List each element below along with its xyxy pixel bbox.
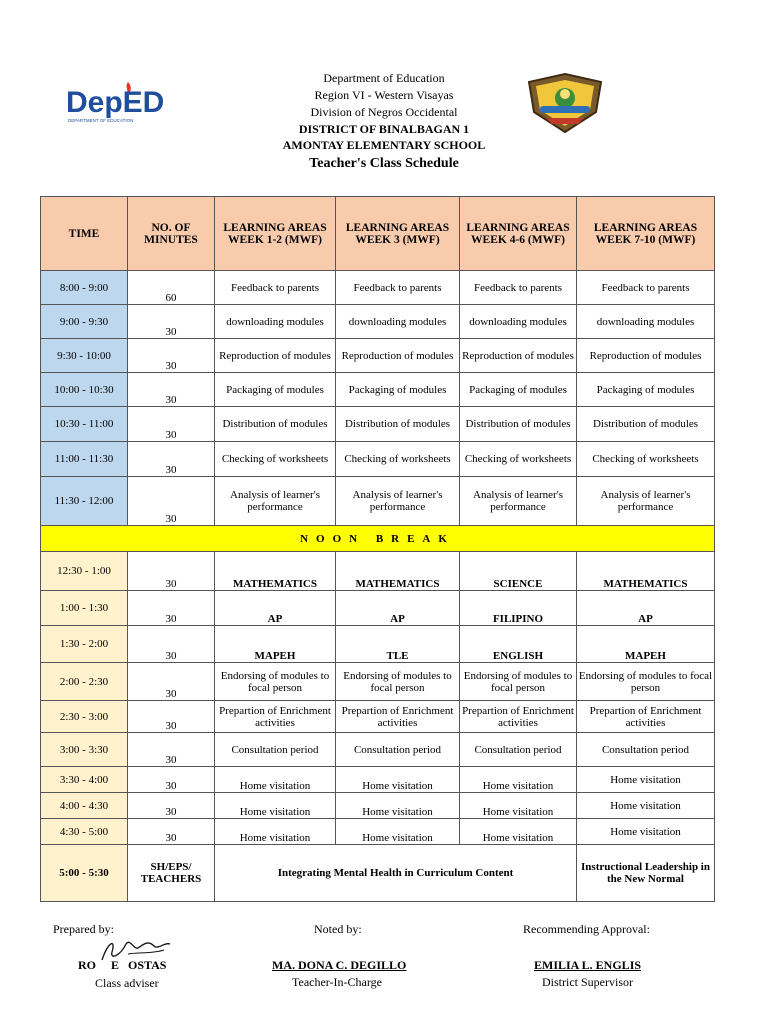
activity-cell: Prepartion of Enrichment activities [577,701,715,733]
subject-cell: FILIPINO [460,591,577,626]
activity-cell: Distribution of modules [577,407,715,442]
activity-cell: Home visitation [336,819,460,845]
activity-cell: downloading modules [336,305,460,339]
prepared-by-name: RO E OSTAS [78,958,167,972]
subject-cell: MAPEH [577,626,715,663]
table-row [41,271,715,305]
activity-cell: Feedback to parents [577,271,715,305]
table-row [41,819,715,845]
activity-cell: Feedback to parents [460,271,577,305]
activity-cell: Endorsing of modules to focal person [336,663,460,701]
activity-cell: downloading modules [215,305,336,339]
activity-cell: Consultation period [215,733,336,767]
time-cell: 10:00 - 10:30 [41,373,128,407]
col-header-week-3: LEARNING AREAS WEEK 3 (MWF) [336,197,460,271]
subject-cell: MAPEH [215,626,336,663]
table-row [41,663,715,701]
activity-cell: Home visitation [215,767,336,793]
activity-cell: Packaging of modules [336,373,460,407]
recommending-approval-label: Recommending Approval: [523,922,650,936]
minutes-cell: 30 [128,477,215,526]
minutes-cell: 30 [128,701,215,733]
activity-cell: Home visitation [215,819,336,845]
activity-cell: Consultation period [336,733,460,767]
activity-cell: Instructional Leadership in the New Normal [577,845,715,902]
table-row [41,701,715,733]
table-row [41,442,715,477]
schedule-table [40,196,715,902]
activity-cell: Packaging of modules [577,373,715,407]
table-row [41,305,715,339]
noted-by-role: Teacher-In-Charge [292,975,382,989]
table-row [41,373,715,407]
minutes-cell: 30 [128,373,215,407]
table-row-last [41,845,715,902]
time-cell: 5:00 - 5:30 [41,845,128,902]
region-line: Region VI - Western Visayas [314,88,454,102]
activity-cell: Prepartion of Enrichment activities [460,701,577,733]
activity-cell: Reproduction of modules [215,339,336,373]
subject-cell: MATHEMATICS [336,552,460,591]
table-row [41,767,715,793]
activity-cell: Home visitation [336,767,460,793]
col-header-minutes: NO. OF MINUTES [128,197,215,271]
recommending-approval-role: District Supervisor [542,975,633,989]
activity-cell: Home visitation [460,819,577,845]
recommending-approval-name: EMILIA L. ENGLIS [534,958,642,972]
subject-cell: MATHEMATICS [215,552,336,591]
subject-cell: MATHEMATICS [577,552,715,591]
prepared-by-role: Class adviser [95,976,159,990]
activity-cell: Consultation period [577,733,715,767]
activity-cell: Home visitation [460,767,577,793]
division-line: Division of Negros Occidental [310,105,458,119]
table-row [41,626,715,663]
deped-subtext: DEPARTMENT OF EDUCATION [68,118,134,123]
activity-cell: Reproduction of modules [577,339,715,373]
activity-cell: Consultation period [460,733,577,767]
activity-cell: Reproduction of modules [336,339,460,373]
activity-cell: Home visitation [215,793,336,819]
noon-break-row [41,526,715,552]
time-cell: 3:30 - 4:00 [41,767,128,793]
activity-cell: Distribution of modules [215,407,336,442]
col-header-time: TIME [41,197,128,271]
activity-cell: Packaging of modules [215,373,336,407]
activity-cell: downloading modules [460,305,577,339]
activity-cell: Analysis of learner's performance [460,477,577,526]
time-cell: 1:30 - 2:00 [41,626,128,663]
minutes-cell: 30 [128,626,215,663]
time-cell: 11:30 - 12:00 [41,477,128,526]
time-cell: 9:30 - 10:00 [41,339,128,373]
minutes-cell: 30 [128,407,215,442]
activity-cell: Reproduction of modules [460,339,577,373]
activity-cell: Checking of worksheets [577,442,715,477]
subject-cell: SCIENCE [460,552,577,591]
activity-cell: Feedback to parents [336,271,460,305]
subject-cell: AP [215,591,336,626]
minutes-cell: 30 [128,552,215,591]
minutes-cell: 30 [128,442,215,477]
activity-cell: Feedback to parents [215,271,336,305]
activity-cell: Packaging of modules [460,373,577,407]
activity-cell: Analysis of learner's performance [577,477,715,526]
activity-cell: Home visitation [577,767,715,793]
activity-cell: Endorsing of modules to focal person [460,663,577,701]
table-row [41,339,715,373]
minutes-cell: 30 [128,733,215,767]
minutes-cell: 30 [128,819,215,845]
document-header [0,70,768,175]
table-row [41,793,715,819]
activity-cell: Distribution of modules [460,407,577,442]
col-header-week-7-10: LEARNING AREAS WEEK 7-10 (MWF) [577,197,715,271]
time-cell: 4:30 - 5:00 [41,819,128,845]
time-cell: 10:30 - 11:00 [41,407,128,442]
table-row [41,591,715,626]
time-cell: 4:00 - 4:30 [41,793,128,819]
activity-cell: downloading modules [577,305,715,339]
table-row [41,407,715,442]
time-cell: 8:00 - 9:00 [41,271,128,305]
minutes-cell: 30 [128,663,215,701]
activity-cell: Distribution of modules [336,407,460,442]
activity-cell: Prepartion of Enrichment activities [215,701,336,733]
prepared-by-label: Prepared by: [53,922,114,936]
minutes-cell: SH/EPS/ TEACHERS [128,845,215,902]
subject-cell: ENGLISH [460,626,577,663]
activity-cell: Analysis of learner's performance [215,477,336,526]
school-line: AMONTAY ELEMENTARY SCHOOL [282,138,486,152]
district-line: DISTRICT OF BINALBAGAN 1 [298,122,470,136]
deped-wordmark: DepED [66,86,165,119]
activity-cell: Prepartion of Enrichment activities [336,701,460,733]
activity-cell: Analysis of learner's performance [336,477,460,526]
table-row [41,733,715,767]
activity-cell: Endorsing of modules to focal person [577,663,715,701]
document-title: Teacher's Class Schedule [309,156,459,171]
department-line: Department of Education [323,71,445,85]
time-cell: 2:00 - 2:30 [41,663,128,701]
minutes-cell: 60 [128,271,215,305]
table-header-row [41,197,715,271]
activity-cell: Endorsing of modules to focal person [215,663,336,701]
time-cell: 1:00 - 1:30 [41,591,128,626]
activity-cell: Checking of worksheets [336,442,460,477]
minutes-cell: 30 [128,305,215,339]
table-row [41,552,715,591]
activity-cell: Home visitation [336,793,460,819]
subject-cell: AP [577,591,715,626]
minutes-cell: 30 [128,767,215,793]
time-cell: 2:30 - 3:00 [41,701,128,733]
subject-cell: TLE [336,626,460,663]
minutes-cell: 30 [128,793,215,819]
minutes-cell: 30 [128,339,215,373]
table-row [41,477,715,526]
noon-break-label: NOON BREAK [41,526,715,552]
activity-cell: Checking of worksheets [460,442,577,477]
noted-by-name: MA. DONA C. DEGILLO [272,958,407,972]
col-header-week-1-2: LEARNING AREAS WEEK 1-2 (MWF) [215,197,336,271]
activity-cell: Checking of worksheets [215,442,336,477]
time-cell: 9:00 - 9:30 [41,305,128,339]
subject-cell: AP [336,591,460,626]
time-cell: 11:00 - 11:30 [41,442,128,477]
time-cell: 12:30 - 1:00 [41,552,128,591]
col-header-week-4-6: LEARNING AREAS WEEK 4-6 (MWF) [460,197,577,271]
noted-by-label: Noted by: [314,922,362,936]
time-cell: 3:00 - 3:30 [41,733,128,767]
minutes-cell: 30 [128,591,215,626]
activity-cell: Home visitation [577,819,715,845]
merged-activity-cell: Integrating Mental Health in Curriculum Content [215,845,577,902]
activity-cell: Home visitation [577,793,715,819]
activity-cell: Home visitation [460,793,577,819]
